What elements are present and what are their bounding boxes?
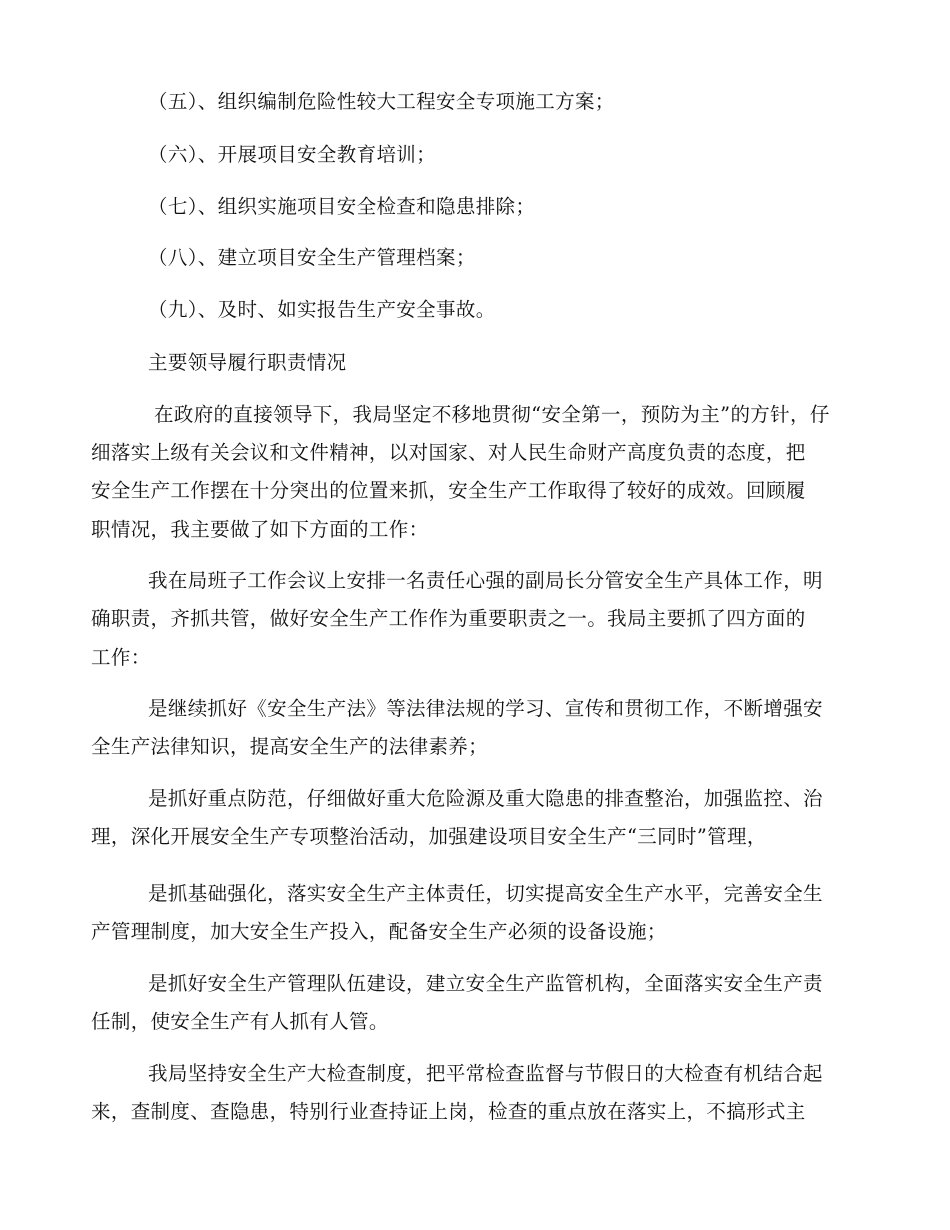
paragraph-4-line-1: 是抓好重点防范，仔细做好重大危险源及重大隐患的排查整治，加强监控、治	[148, 787, 823, 810]
paragraph-2-line-3: 工作：	[91, 646, 151, 669]
paragraph-5-line-2: 产管理制度，加大安全生产投入，配备安全生产必须的设备设施；	[91, 920, 667, 943]
paragraph-7-line-2: 来，查制度、查隐患，特别行业查持证上岗，检查的重点放在落实上，不搞形式主	[91, 1100, 806, 1123]
paragraph-4-line-2: 理，深化开展安全生产专项整治活动，加强建设项目安全生产“三同时”管理，	[91, 825, 767, 848]
paragraph-6-line-1: 是抓好安全生产管理队伍建设，建立安全生产监管机构，全面落实安全生产责	[148, 972, 823, 995]
paragraph-7-line-1: 我局坚持安全生产大检查制度，把平常检查监督与节假日的大检查有机结合起	[148, 1062, 823, 1085]
list-item-8: （八）、建立项目安全生产管理档案；	[148, 246, 476, 269]
section-heading: 主要领导履行职责情况	[148, 351, 347, 374]
list-item-7: （七）、组织实施项目安全检查和隐患排除；	[148, 195, 536, 218]
list-item-9: （九）、及时、如实报告生产安全事故。	[148, 298, 496, 321]
paragraph-2-line-2: 确职责，齐抓共管，做好安全生产工作作为重要职责之一。我局主要抓了四方面的	[91, 607, 806, 630]
paragraph-3-line-1: 是继续抓好《安全生产法》等法律法规的学习、宣传和贯彻工作，不断增强安	[148, 697, 823, 720]
paragraph-2-line-1: 我在局班子工作会议上安排一名责任心强的副局长分管安全生产具体工作，明	[148, 569, 823, 592]
list-item-6: （六）、开展项目安全教育培训；	[148, 143, 437, 166]
paragraph-1-line-1: 在政府的直接领导下，我局坚定不移地贯彻“安全第一，预防为主”的方针，仔	[154, 403, 830, 426]
paragraph-3-line-2: 全生产法律知识，提高安全生产的法律素养；	[91, 735, 489, 758]
paragraph-1-line-3: 安全生产工作摆在十分突出的位置来抓，安全生产工作取得了较好的成效。回顾履	[91, 479, 806, 502]
paragraph-1-line-2: 细落实上级有关会议和文件精神，以对国家、对人民生命财产高度负责的态度，把	[91, 441, 806, 464]
paragraph-6-line-2: 任制，使安全生产有人抓有人管。	[91, 1010, 389, 1033]
paragraph-1-line-4: 职情况，我主要做了如下方面的工作：	[91, 518, 429, 541]
paragraph-5-line-1: 是抓基础强化，落实安全生产主体责任，切实提高安全生产水平，完善安全生	[148, 882, 823, 905]
list-item-5: （五）、组织编制危险性较大工程安全专项施工方案；	[148, 90, 615, 113]
